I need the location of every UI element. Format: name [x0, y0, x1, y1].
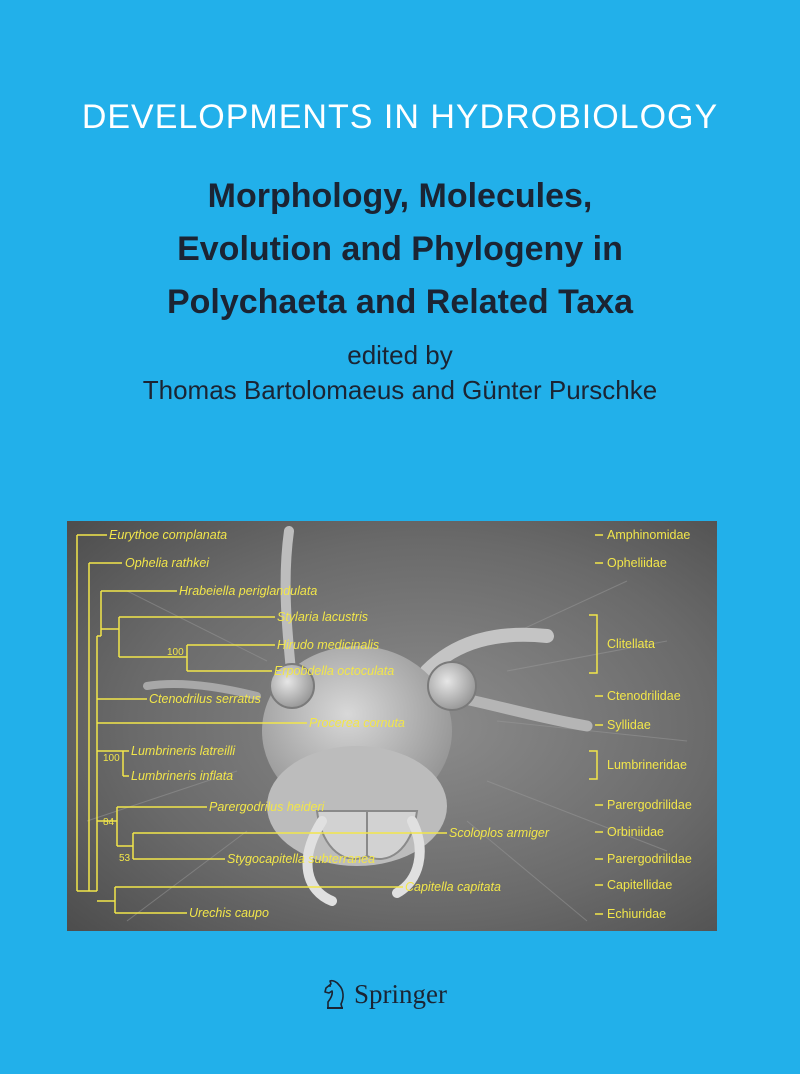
- family-label: Capitellidae: [607, 878, 673, 892]
- family-label: Amphinomidae: [607, 528, 691, 542]
- family-label: Syllidae: [607, 718, 651, 732]
- taxon-label: Hirudo medicinalis: [277, 638, 380, 652]
- taxon-label: Scoloplos armiger: [449, 826, 550, 840]
- family-label: Lumbrineridae: [607, 758, 687, 772]
- taxon-label: Eurythoe complanata: [109, 528, 228, 542]
- taxon-label: Stylaria lacustris: [277, 610, 368, 624]
- taxon-label: Urechis caupo: [189, 906, 269, 920]
- support-value: 100: [103, 753, 120, 764]
- series-title: DEVELOPMENTS IN HYDROBIOLOGY: [81, 98, 719, 136]
- editors-names: Thomas Bartolomaeus and Günter Purschke: [142, 375, 658, 405]
- edited-by-label: edited by: [347, 340, 453, 370]
- publisher-logo: [322, 974, 447, 1014]
- family-label: Orbiniidae: [607, 825, 664, 839]
- title-line-3: Polychaeta and Related Taxa: [166, 283, 634, 321]
- family-label: Clitellata: [607, 637, 655, 651]
- taxon-label: Procerea cornuta: [309, 716, 405, 730]
- publisher-name: Springer: [354, 978, 447, 1009]
- family-label: Ctenodrilidae: [607, 689, 681, 703]
- taxon-label: Ctenodrilus serratus: [149, 692, 261, 706]
- taxon-label: Lumbrineris latreilli: [131, 744, 236, 758]
- springer-knight-icon: [322, 978, 348, 1010]
- phylogeny-figure: [67, 521, 717, 931]
- book-title: [0, 170, 800, 329]
- taxon-label: Capitella capitata: [405, 880, 501, 894]
- taxon-label: Lumbrineris inflata: [131, 769, 234, 783]
- taxon-label: Stygocapitella subterranea: [227, 852, 376, 866]
- support-value: 84: [103, 817, 115, 828]
- taxon-label: Hrabeiella periglandulata: [179, 584, 318, 598]
- family-label: Parergodrilidae: [607, 852, 692, 866]
- phylogeny-tree-image: [67, 521, 717, 931]
- family-label: Echiuridae: [607, 907, 667, 921]
- taxon-label: Parergodrilus heideri: [209, 800, 325, 814]
- title-line-2: Evolution and Phylogeny in: [177, 230, 623, 268]
- taxon-label: Ophelia rathkei: [125, 556, 210, 570]
- title-line-1: Morphology, Molecules,: [207, 177, 593, 215]
- family-label: Parergodrilidae: [607, 798, 692, 812]
- support-value: 100: [167, 647, 184, 658]
- family-label: Opheliidae: [607, 556, 667, 570]
- taxon-label: Erpobdella octoculata: [274, 664, 395, 678]
- support-value: 53: [119, 853, 131, 864]
